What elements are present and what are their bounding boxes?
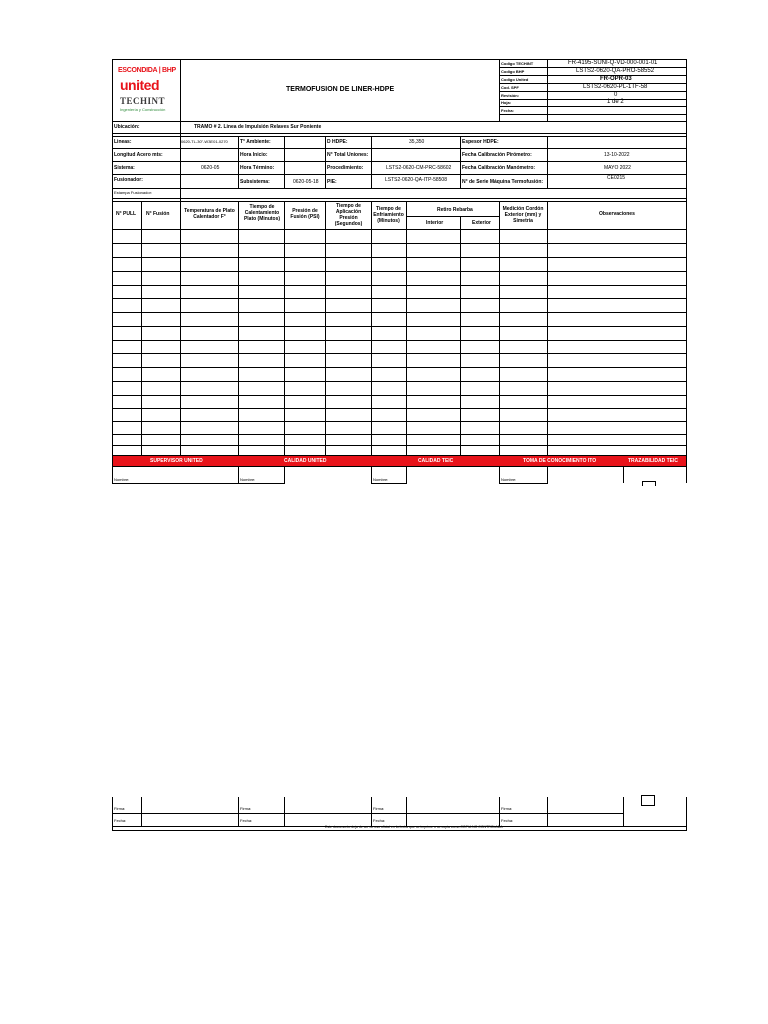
- code-value-techint: FR-4195-SUNI-Q-VD-000-001-01: [568, 60, 658, 66]
- pie-value: LSTS2-0620-QA-ITP-58508: [385, 177, 447, 183]
- table-row: [112, 421, 687, 422]
- checkbox-top[interactable]: [642, 481, 656, 486]
- n-uniones-label: N° Total Uniones:: [327, 152, 369, 158]
- subsistema-label: Subsistema:: [240, 179, 270, 185]
- code-value-bhp: LSTS2-0620-QA-PRO-58552: [576, 68, 655, 74]
- code-label-spf: Cod. SPF: [501, 85, 519, 90]
- header-tiempo-cal: Tiempo de Calentamiento Plato (Minutos): [243, 204, 281, 222]
- checkbox-bottom[interactable]: [641, 795, 655, 806]
- lineas-label: Lineas:: [114, 139, 132, 145]
- table-row: [112, 326, 687, 327]
- table-row: [112, 285, 687, 286]
- lineas-value: 0620-TL-30"-W3E01-0270: [181, 139, 228, 144]
- table-row: [112, 298, 687, 299]
- serie-value: CE0215: [607, 175, 626, 181]
- fecha-pirometro-value: 13-10-2022: [604, 152, 630, 158]
- fecha-pirometro-label: Fecha Calibración Pirómetro:: [462, 152, 532, 158]
- header-interior: Interior: [426, 220, 444, 226]
- header-pull: N° PULL: [116, 211, 137, 217]
- sistema-value: 0620-05: [201, 165, 220, 171]
- band-toma-conocimiento-ito: TOMA DE CONOCIMIENTO ITO: [523, 458, 597, 464]
- code-label-united: Codigo United: [501, 77, 529, 82]
- firma-label-2: Firma:: [240, 806, 252, 811]
- header-presion: Presión de Fusión (PSI): [290, 208, 320, 220]
- fecha-label-3: Fecha:: [373, 818, 386, 823]
- nombre-label-3: Nombre:: [373, 477, 389, 482]
- techint-logo: TECHINT Ingeniería y Construcción: [120, 96, 166, 112]
- header-exterior: Exterior: [472, 220, 491, 226]
- fusionador-label: Fusionador:: [114, 177, 143, 183]
- code-value-revision: 0: [614, 92, 618, 98]
- serie-label: N° de Serie Máquina Termofusión:: [462, 179, 544, 185]
- table-row: [112, 340, 687, 341]
- header-temp: Temperatura de Plato Calentador F°: [184, 208, 235, 220]
- fecha-label-4: Fecha:: [501, 818, 514, 823]
- firma-label-4: Firma:: [501, 806, 513, 811]
- code-value-spf: LSTS2-0620-PL-1TF-58: [583, 84, 648, 90]
- hora-termino-label: Hora Término:: [240, 165, 275, 171]
- table-row: [112, 445, 687, 446]
- table-row: [112, 312, 687, 313]
- estampa-label: Estampa Fusionador:: [114, 190, 153, 195]
- procedimiento-value: LSTS2-0620-CM-PRC-58602: [386, 165, 452, 171]
- fecha-label-2: Fecha:: [240, 818, 253, 823]
- united-logo: united: [120, 77, 159, 93]
- subsistema-value: 0620-05-18: [293, 179, 319, 185]
- d-hdpe-value: 35,350: [409, 139, 425, 145]
- nombre-label-1: Nombre:: [114, 477, 130, 482]
- signature-band: [113, 456, 686, 466]
- t-ambiente-label: T° Ambiente:: [240, 139, 271, 145]
- table-row: [112, 395, 687, 396]
- fecha-manometro-value: MAYO 2022: [604, 165, 631, 171]
- longitud-label: Longitud Acero mts:: [114, 152, 163, 158]
- firma-label-1: Firma:: [114, 806, 126, 811]
- table-row: [112, 367, 687, 368]
- header-tiempo-enf: Tiempo de Enfriamiento (Minutos): [373, 206, 404, 224]
- espesor-label: Espesor HDPE:: [462, 139, 499, 145]
- code-label-fecha: Fecha:: [501, 108, 514, 113]
- pie-label: PIE:: [327, 179, 337, 185]
- fecha-manometro-label: Fecha Calibración Manómetro:: [462, 165, 536, 171]
- table-row: [112, 381, 687, 382]
- footer-note: Este documento deja de ser de uso oficial en la fecha que se imprime o se copia como COPIA NO CONTROLADA: [325, 825, 503, 829]
- header-tiempo-apl: Tiempo de Aplicación Presión (Segundos): [334, 203, 363, 227]
- hora-inicio-label: Hora Inicio:: [240, 152, 268, 158]
- band-calidad-united: CALIDAD UNITED: [284, 458, 327, 464]
- code-value-hoja: 1 de 2: [607, 99, 624, 105]
- code-value-united: FR-OPR-03: [600, 76, 632, 82]
- nombre-label-4: Nombre:: [501, 477, 517, 482]
- sistema-label: Sistema:: [114, 165, 135, 171]
- table-row: [112, 257, 687, 258]
- table-row: [112, 408, 687, 409]
- table-row: [112, 434, 687, 435]
- code-label-bhp: Codigo BHP: [501, 69, 525, 74]
- header-observaciones: Observaciones: [599, 211, 635, 217]
- d-hdpe-label: D HDPE:: [327, 139, 348, 145]
- code-label-hoja: Hoja:: [501, 100, 511, 105]
- code-label-revision: Revisión:: [501, 93, 520, 98]
- nombre-label-2: Nombre:: [240, 477, 256, 482]
- ubicacion-label: Ubicación:: [114, 124, 140, 130]
- escondida-bhp-logo: ESCONDIDA | BHP: [118, 67, 176, 74]
- form-title: TERMOFUSION DE LINER-HDPE: [286, 86, 395, 93]
- table-row: [112, 353, 687, 354]
- firma-label-3: Firma:: [373, 806, 385, 811]
- band-supervisor-united: SUPERVISOR UNITED: [150, 458, 203, 464]
- procedimiento-label: Procedimiento:: [327, 165, 364, 171]
- band-trazabilidad-teic: TRAZABILIDAD TEIC: [628, 458, 678, 464]
- code-label-techint: Codigo TECHINT: [501, 61, 534, 66]
- table-row: [112, 243, 687, 244]
- header-medicion: Medición Cordón Exterior (mm) y Simetría: [502, 206, 544, 224]
- fecha-label-1: Fecha:: [114, 818, 127, 823]
- table-row: [112, 271, 687, 272]
- ubicacion-value: TRAMO # 2. Linea de Impulsión Relaves Sur Poniente: [194, 124, 322, 130]
- band-calidad-teic: CALIDAD TEIC: [418, 458, 454, 464]
- header-fusion: N° Fusión: [146, 211, 170, 217]
- header-retiro: Retiro Rebarba: [437, 207, 473, 213]
